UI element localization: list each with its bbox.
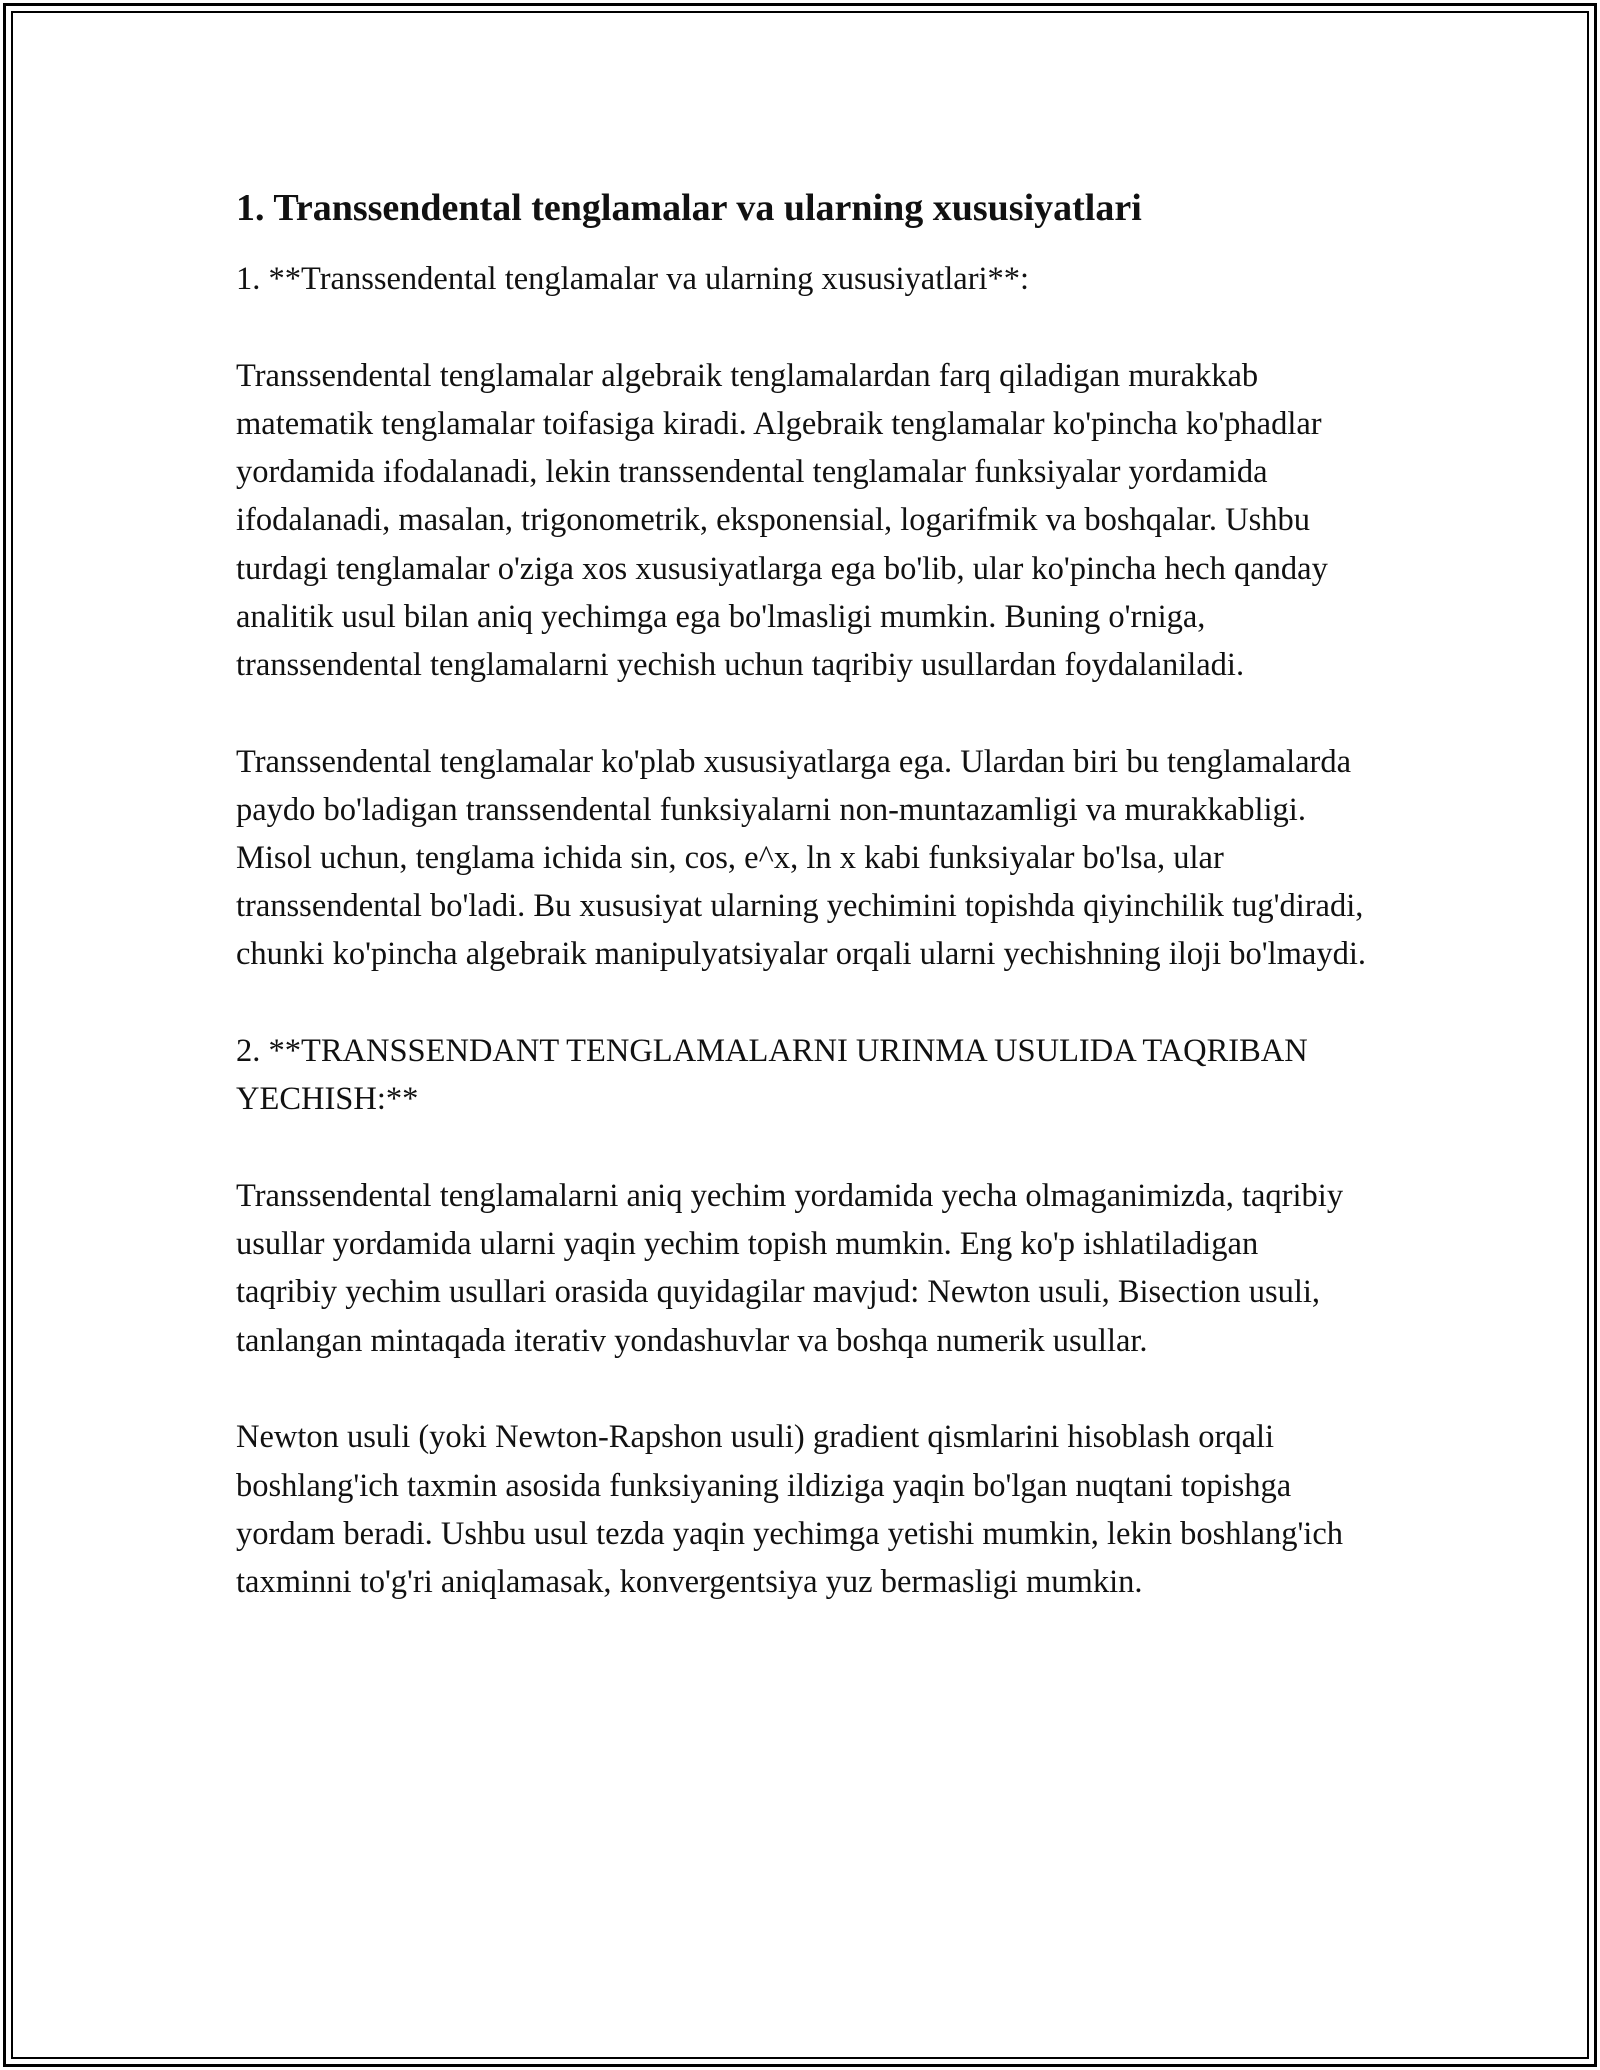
paragraph-newton-method: Newton usuli (yoki Newton-Rapshon usuli) gradient qismlarini hisoblash orqali boshlang'ich taxmin asosida funksiyaning ildiziga yaqin bo'lgan nuqtani topishga yordam beradi. Ushbu usul tezda yaqin yechimga yetishi mumkin, lekin boshlang'ich taxminni to'g'ri aniqlamasak, konvergentsiya yuz bermasligi mumkin. <box>236 1419 1344 1600</box>
paragraph-definition: Transsendental tenglamalar algebraik tenglamalardan farq qiladigan murakkab matematik tenglamalar toifasiga kiradi. Algebraik tenglamalar ko'pincha ko'phadlar yordamida ifodalanadi, lekin transsendental tenglamalar funksiyalar yordamida ifodalanadi, masalan, trigonometrik, eksponensial, logarifmik va boshqalar. Ushbu turdagi tenglamalar o'ziga xos xususiyatlarga ega bo'lib, ular ko'pincha hech qanday analitik usul bilan aniq yechimga ega bo'lmasligi mumkin. Buning o'rniga, transsendental tenglamalarni yechish uchun taqribiy usullardan foydalaniladi. <box>236 357 1328 683</box>
paragraph-section-two-title: 2. **TRANSSENDANT TENGLAMALARNI URINMA USULIDA TAQRIBAN YECHISH:** <box>236 1033 1308 1118</box>
paragraph-subtitle: 1. **Transsendental tenglamalar va ularning xususiyatlari**: <box>236 261 1030 297</box>
section-heading: 1. Transsendental tenglamalar va ularning xususiyatlari <box>236 187 1142 229</box>
document-body <box>236 184 1366 1655</box>
paragraph-properties: Transsendental tenglamalar ko'plab xususiyatlarga ega. Ulardan biri bu tenglamalarda paydo bo'ladigan transsendental funksiyalarni non-muntazamligi va murakkabligi. Misol uchun, tenglama ichida sin, cos, e^x, ln x kabi funksiyalar bo'lsa, ular transsendental bo'ladi. Bu xususiyat ularning yechimini topishda qiyinchilik tug'diradi, chunki ko'pincha algebraik manipulyatsiyalar orqali ularni yechishning iloji bo'lmaydi. <box>236 743 1366 973</box>
paragraph-approximate-methods: Transsendental tenglamalarni aniq yechim yordamida yecha olmaganimizda, taqribiy usullar yordamida ularni yaqin yechim topish mumkin. Eng ko'p ishlatiladigan taqribiy yechim usullari orasida quyidagilar mavjud: Newton usuli, Bisection usuli, tanlangan mintaqada iterativ yondashuvlar va boshqa numerik usullar. <box>236 1178 1344 1359</box>
